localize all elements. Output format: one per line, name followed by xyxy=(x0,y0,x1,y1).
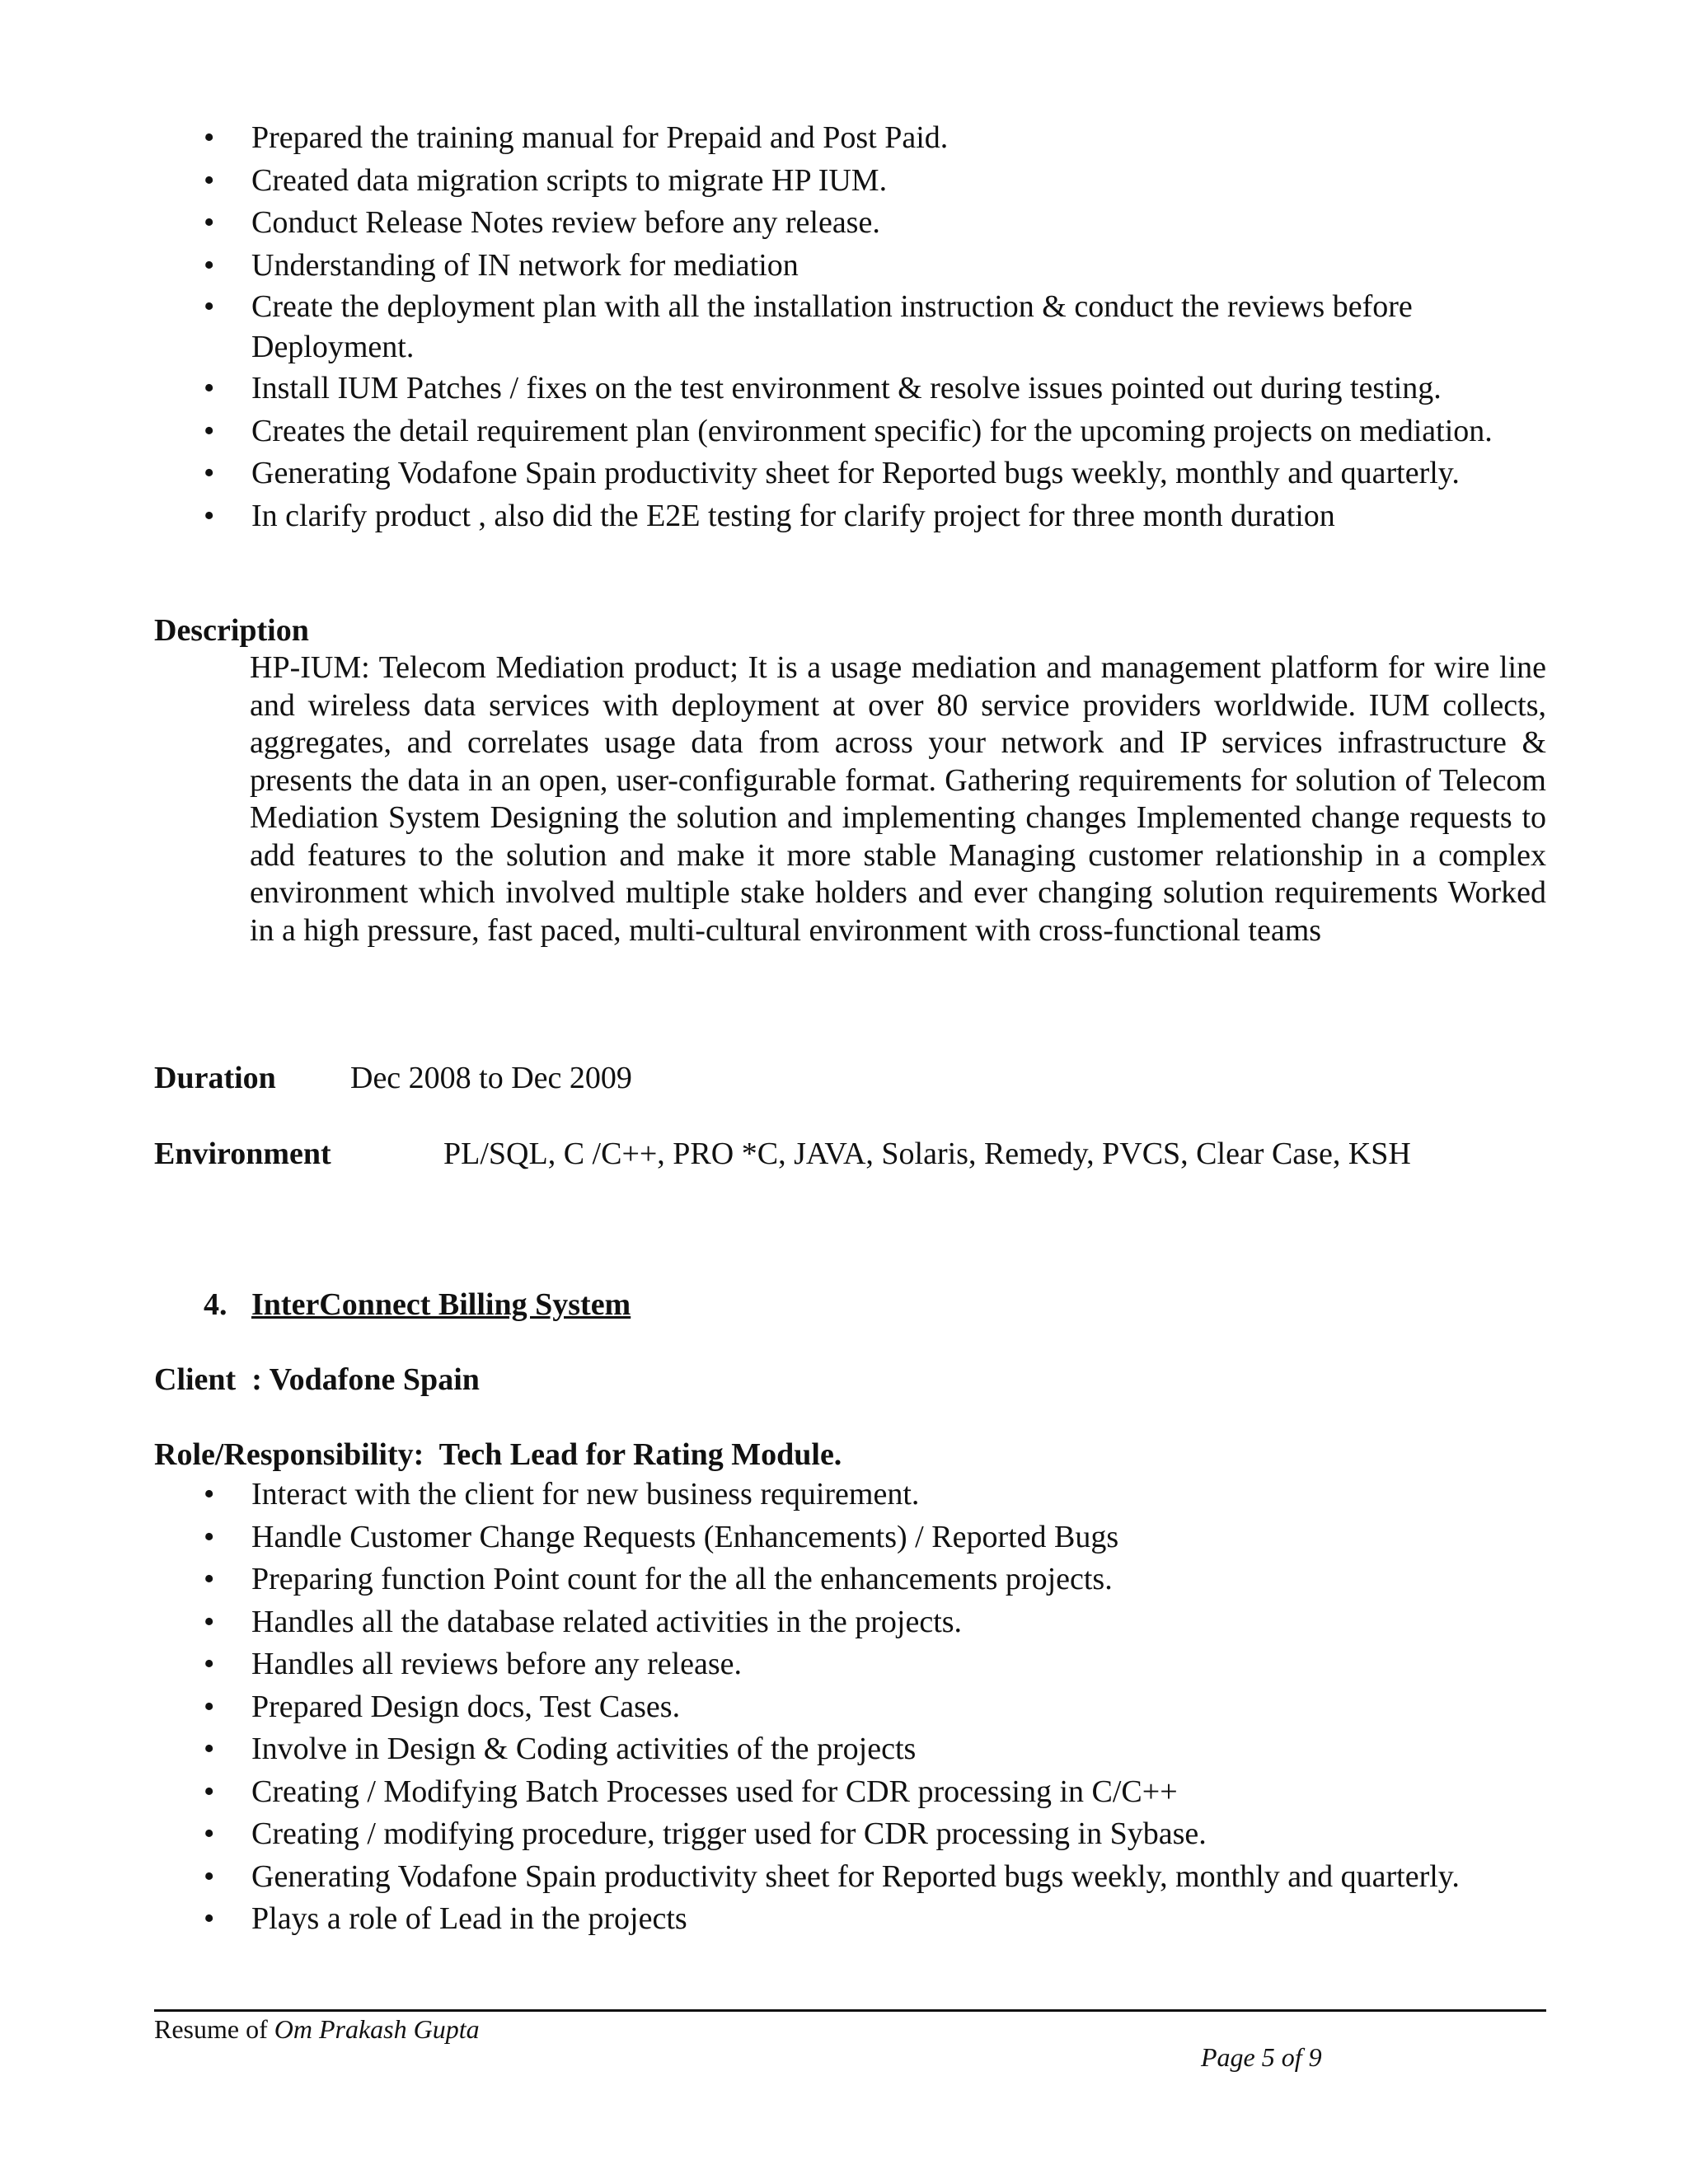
list-item: • Involve in Design & Coding activities of the projects xyxy=(0,1728,1570,1771)
bullet-icon: • xyxy=(204,120,215,155)
list-item: • Understanding of IN network for mediation xyxy=(0,245,1570,288)
list-item: • Preparing function Point count for the all the enhancements projects. xyxy=(0,1558,1570,1601)
bullet-icon: • xyxy=(204,1774,215,1809)
list-item: • Created data migration scripts to migrate HP IUM. xyxy=(0,160,1570,203)
footer-resume-owner: Resume of Om Prakash Gupta xyxy=(154,2014,480,2044)
list-item: • In clarify product , also did the E2E testing for clarify project for three month duration xyxy=(0,495,1570,538)
list-item: • Creates the detail requirement plan (environment specific) for the upcoming projects on mediation. xyxy=(0,410,1570,453)
responsibility-list-previous-project xyxy=(0,117,1570,537)
list-item: • Generating Vodafone Spain productivity sheet for Reported bugs weekly, monthly and quarterly. xyxy=(0,1856,1570,1899)
list-item: • Handles all reviews before any release. xyxy=(0,1643,1570,1686)
list-item: • Interact with the client for new business requirement. xyxy=(0,1474,1570,1516)
list-item: • Install IUM Patches / fixes on the test environment & resolve issues pointed out during testing. xyxy=(0,368,1570,410)
list-item: • Handles all the database related activities in the projects. xyxy=(0,1601,1570,1644)
bullet-icon: • xyxy=(204,371,215,405)
role-label: Role/Responsibility: Tech Lead for Rating Module. xyxy=(154,1437,842,1472)
description-label: Description xyxy=(154,613,309,648)
list-item: • Prepared the training manual for Prepaid and Post Paid. xyxy=(0,117,1570,160)
bullet-icon: • xyxy=(204,1477,215,1511)
list-item: • Create the deployment plan with all the installation instruction & conduct the reviews before Deployment. xyxy=(0,287,1570,368)
list-item: • Creating / Modifying Batch Processes used for CDR processing in C/C++ xyxy=(0,1771,1570,1814)
responsibility-list-interconnect xyxy=(0,1474,1570,1941)
footer-owner-name: Om Prakash Gupta xyxy=(274,2014,480,2044)
list-item: • Generating Vodafone Spain productivity sheet for Reported bugs weekly, monthly and quarterly. xyxy=(0,452,1570,495)
list-item: • Prepared Design docs, Test Cases. xyxy=(0,1686,1570,1729)
footer-page-number: Page 5 of 9 xyxy=(1201,2042,1322,2072)
bullet-icon: • xyxy=(204,456,215,490)
environment-value: PL/SQL, C /C++, PRO *C, JAVA, Solaris, Remedy, PVCS, Clear Case, KSH xyxy=(443,1137,1411,1171)
list-item: • Handle Customer Change Requests (Enhancements) / Reported Bugs xyxy=(0,1516,1570,1559)
bullet-icon: • xyxy=(204,205,215,240)
bullet-icon: • xyxy=(204,1732,215,1766)
footer-divider xyxy=(154,2009,1546,2012)
bullet-icon: • xyxy=(204,413,215,448)
description-text: HP-IUM: Telecom Mediation product; It is a usage mediation and management platform for wire line and wireless data services with deployment at over 80 service providers worldwide. IUM collects, aggregates, and correlates usage data from across your network and IP services infrastructure & presents the data in an open, user-configurable format. Gathering requirements for solution of Telecom Mediation System Designing the solution and implementing changes Implemented change requests to add features to the solution and make it more stable Managing customer relationship in a complex environment which involved multiple stake holders and ever changing solution requirements Worked in a high pressure, fast paced, multi-cultural environment with cross-functional teams xyxy=(250,650,1546,948)
bullet-icon: • xyxy=(204,1816,215,1851)
bullet-icon: • xyxy=(204,1689,215,1724)
duration-label: Duration xyxy=(154,1061,276,1095)
list-item: • Creating / modifying procedure, trigger used for CDR processing in Sybase. xyxy=(0,1813,1570,1856)
bullet-icon: • xyxy=(204,1562,215,1596)
bullet-icon: • xyxy=(204,1858,215,1894)
bullet-icon: • xyxy=(204,247,215,283)
bullet-icon: • xyxy=(204,1647,215,1681)
bullet-icon: • xyxy=(204,1901,215,1936)
bullet-icon: • xyxy=(204,162,215,198)
project-title: InterConnect Billing System xyxy=(251,1287,631,1322)
bullet-icon: • xyxy=(204,289,215,324)
bullet-icon: • xyxy=(204,1604,215,1639)
list-item: • Plays a role of Lead in the projects xyxy=(0,1898,1570,1941)
project-number: 4. xyxy=(204,1287,227,1322)
bullet-icon: • xyxy=(204,498,215,533)
list-item: • Conduct Release Notes review before any release. xyxy=(0,202,1570,245)
duration-value: Dec 2008 to Dec 2009 xyxy=(350,1061,632,1095)
environment-label: Environment xyxy=(154,1137,331,1171)
bullet-icon: • xyxy=(204,1519,215,1554)
client-label: Client : Vodafone Spain xyxy=(154,1362,480,1397)
